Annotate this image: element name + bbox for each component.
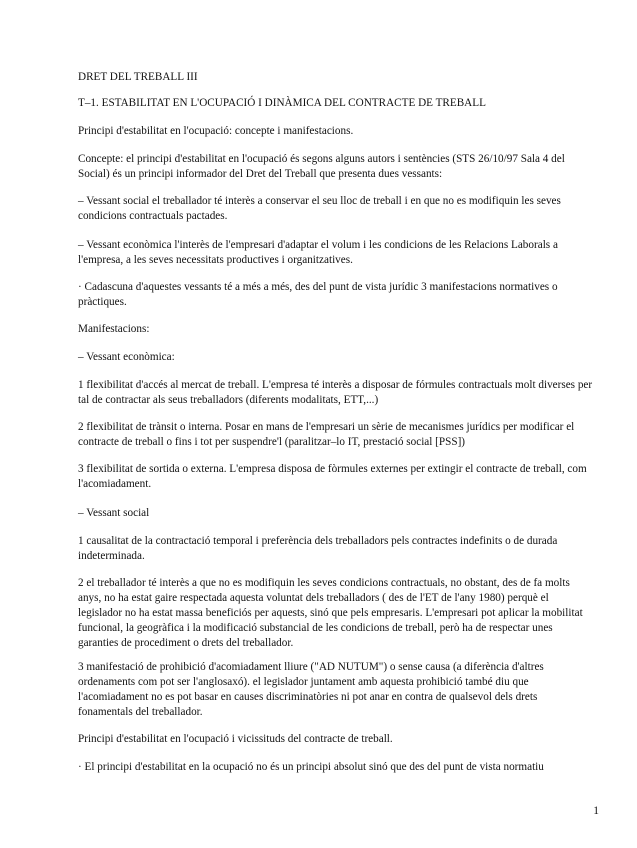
list-item: 1 causalitat de la contractació temporal i preferència dels treballadors pels contractes indefinits o de durada indeterminada.	[78, 535, 558, 562]
list-item: 2 flexibilitat de trànsit o interna. Posar en mans de l'empresari un sèrie de mecanismes jurídics per modificar el contracte de treball o fins i tot per suspendre'l (paralitzar–lo IT, prestació social [PSS])	[78, 421, 575, 448]
section-heading: T–1. ESTABILITAT EN L'OCUPACIÓ I DINÀMICA DEL CONTRACTE DE TREBALL	[78, 97, 486, 109]
list-item: 3 manifestació de prohibició d'acomiadament lliure ("AD NUTUM") o sense causa (a diferència d'altres ordenaments com pot ser l'anglosaxó). el legislador juntament amb aquesta prohibició també diu que l'acomiadament no es pot basar en causes discriminatòries ni pot anar en contra de qualsevol dels drets fonamentals del treballador.	[78, 661, 544, 718]
paragraph: – Vessant social	[78, 507, 150, 519]
page-number: 1	[593, 805, 599, 817]
paragraph: Concepte: el principi d'estabilitat en l'ocupació és segons alguns autors i sentències (STS 26/10/97 Sala 4 del Social) és un principi informador del Dret del Treball que presenta dues vessants:	[78, 153, 565, 180]
paragraph: · Cadascuna d'aquestes vessants té a més a més, des del punt de vista jurídic 3 manifestacions normatives o pràctiques.	[78, 281, 558, 308]
paragraph: – Vessant econòmica l'interès de l'empresari d'adaptar el volum i les condicions de les Relacions Laborals a l'empresa, a les seves necessitats productives i organitzatives.	[78, 239, 558, 266]
list-item: 3 flexibilitat de sortida o externa. L'empresa disposa de fòrmules externes per extingir el contracte de treball, com l'acomiadament.	[78, 463, 587, 490]
paragraph: – Vessant social el treballador té interès a conservar el seu lloc de treball i en que no es modifiquin les seves condicions contractuals pactades.	[78, 195, 561, 222]
list-item: 1 flexibilitat d'accés al mercat de treball. L'empresa té interès a disposar de fórmules contractuals molt diverses per tal de contractar als seus treballadors (diferents modalitats, ETT,...)	[78, 379, 593, 406]
paragraph: Manifestacions:	[78, 323, 150, 335]
paragraph: · El principi d'estabilitat en la ocupació no és un principi absolut sinó que des del punt de vista normatiu	[78, 761, 544, 773]
subsection-heading: Principi d'estabilitat en l'ocupació: concepte i manifestacions.	[78, 125, 354, 137]
list-item: 2 el treballador té interès a que no es modifiquin les seves condicions contractuals, no obstant, des de fa molts anys, no ha estat gaire respectada aquesta voluntat dels treballadors ( des de l'ET de l'any 1980) perquè el legislador no ha estat massa beneficiós per aquests, sinó que pels empresaris. L'empresari pot aplicar la mobilitat funcional, la geogràfica i la modificació substancial de les condicions de treball, però ha de respectar unes garanties de procediment o drets del treballador.	[78, 577, 583, 649]
document-title: DRET DEL TREBALL III	[78, 71, 198, 83]
subsection-heading: Principi d'estabilitat en l'ocupació i vicissituds del contracte de treball.	[78, 733, 393, 745]
paragraph: – Vessant econòmica:	[78, 351, 175, 363]
